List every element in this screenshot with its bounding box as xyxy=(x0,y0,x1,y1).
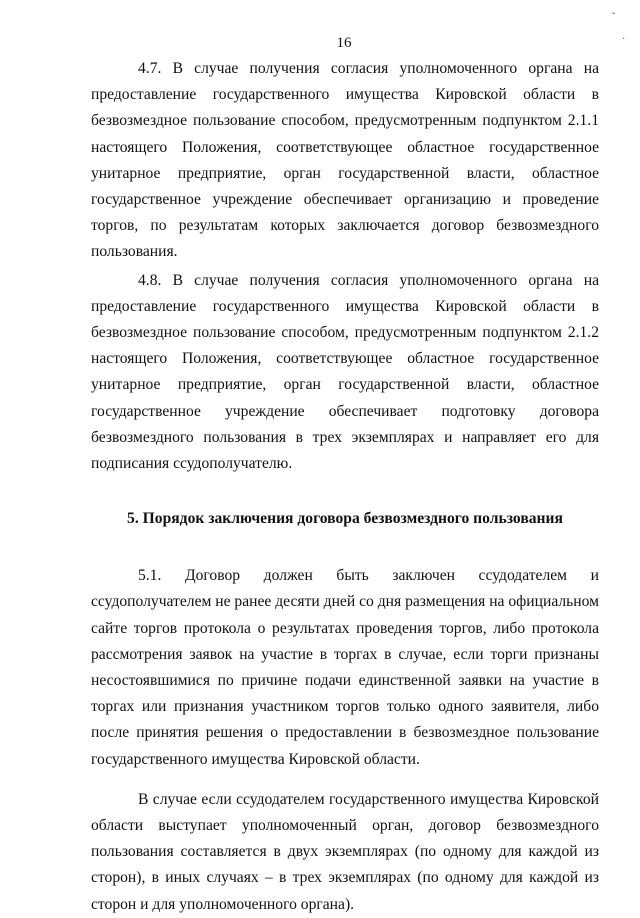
paragraph-5-1: 5.1. Договор должен быть заключен ссудодателем и ссудополучателем не ранее десяти дней со дня размещения на официальном сайте торгов протокола о результатах проведения торгов, либо протокола рассмотрения заявок на участие в торгах в случае, если торги признаны несостоявшимися по причине подачи единственной заявки на участие в торгах или признания участником торгов только одного заявителя, либо после принятия решения о предоставлении в безвозмездное пользование государственного имущества Кировской области. xyxy=(91,567,599,768)
scan-speck: · xyxy=(622,34,626,45)
page-number: 16 xyxy=(336,35,352,51)
paragraph-4-8: 4.8. В случае получения согласия уполномоченного органа на предоставление государственного имущества Кировской области в безвозмездное пользование способом, предусмотренным подпунктом 2.1.2 настоящего Положения, соответствующее областное государственное унитарное предприятие, орган государственной власти, областное государственное учреждение обеспечивает подготовку договора безвозмездного пользования в трех экземплярах и направляет его для подписания ссудополучателю. xyxy=(91,271,599,473)
paragraph-4-7: 4.7. В случае получения согласия уполномоченного органа на предоставление государственного имущества Кировской области в безвозмездное пользование способом, предусмотренным подпунктом 2.1.1 настоящего Положения, соответствующее областное государственное унитарное предприятие, орган государственной власти, областное государственное учреждение обеспечивает организацию и проведение торгов, по результатам которых заключается договор безвозмездного пользования. xyxy=(91,60,599,261)
paragraph-5-1-continued: В случае если ссудодателем государственного имущества Кировской области выступает уполномоченный орган, договор безвозмездного пользования составляется в двух экземплярах (по одному для каждой из сторон), в иных случаях – в трех экземплярах (по одному для каждой из сторон и для уполномоченного органа). xyxy=(91,790,599,913)
document-body xyxy=(91,56,599,918)
scan-speck: ˇ xyxy=(612,12,616,23)
section-5-heading: 5. Порядок заключения договора безвозмездного пользования xyxy=(127,510,563,528)
